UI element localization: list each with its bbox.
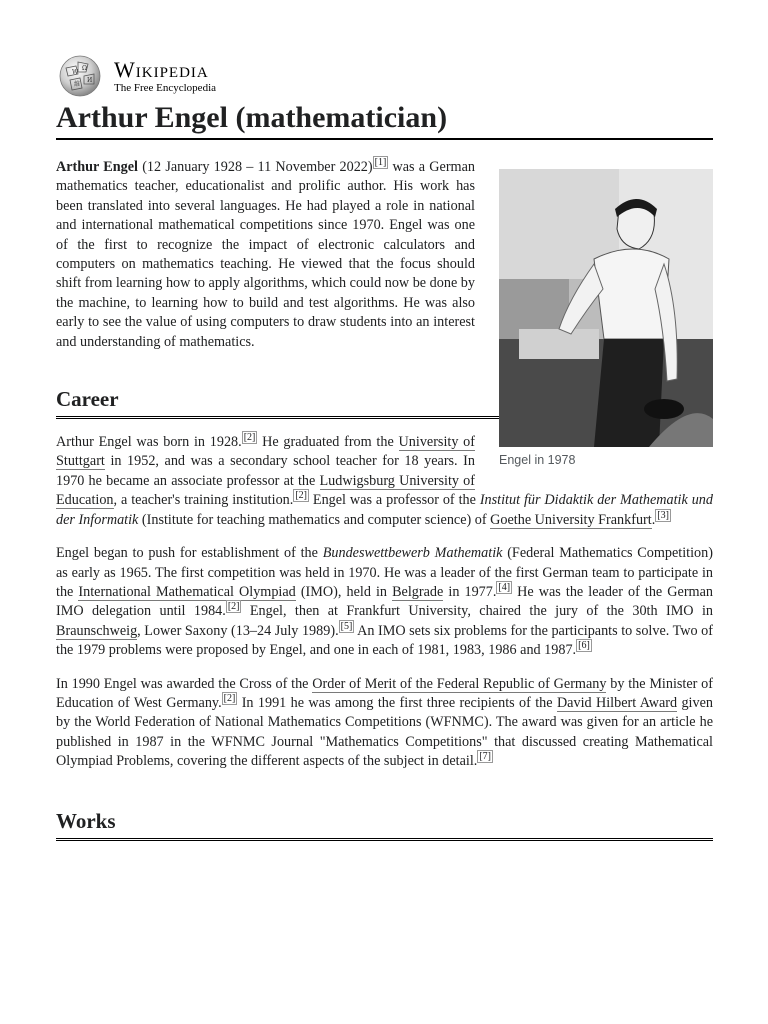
link-david-hilbert-award[interactable]: David Hilbert Award	[556, 694, 678, 711]
article-page	[56, 52, 713, 855]
reference-1[interactable]	[373, 156, 389, 169]
text-run: Engel began to push for establishment of the	[56, 545, 323, 562]
reference-label: [6]	[578, 640, 590, 652]
link-order-of-merit[interactable]: Order of Merit of the Federal Republic of Germany	[312, 675, 607, 692]
text-run: In 1991 he was among the first three recipients of the	[237, 694, 557, 711]
svg-text:И: И	[87, 77, 93, 84]
svg-text:Ω: Ω	[82, 65, 87, 72]
reference-3[interactable]	[655, 509, 671, 522]
reference-2[interactable]	[293, 489, 309, 502]
wikipedia-wordmark: Wikipedia	[114, 56, 209, 82]
text-run: .	[651, 511, 656, 528]
text-run: in 1977.	[443, 583, 497, 600]
intro-text: was a German mathematics teacher, educationalist and prolific author. His work has been translated into several languages. He had played a role in national and international mathematical competitions since 1970. Engel was one of the first to recognize the impact of electronic calculators and computers on mathematics teaching. He viewed that the focus should shift from learning how to apply algorithms, which could now be done by the machine, to learning how to build and test algorithms. He was also early to see the value of using computers to draw students into an interest and understanding of mathematics.	[56, 159, 475, 350]
svg-text:W: W	[72, 69, 79, 76]
text-run: He graduated from the	[257, 434, 399, 451]
reference-5[interactable]	[339, 620, 355, 633]
text-run: He was the leader of the German IMO delegation until 1984.	[56, 583, 713, 620]
text-run: An IMO sets six problems for the participants to solve. Two of the 1979 problems were proposed by Engel, and one in each of 1981, 1983, 1986 and 1987.	[56, 622, 713, 659]
reference-4[interactable]	[496, 581, 512, 594]
reference-label: [2]	[223, 692, 236, 704]
reference-label: [7]	[479, 751, 491, 763]
wikipedia-logo-text[interactable]	[114, 56, 217, 94]
article-body	[56, 158, 713, 841]
text-run: (Federal Mathematics Competition) as early as 1965. The first competition was held in 1970. He was a leader of the first German team to participate in the	[56, 545, 713, 600]
reference-label: [2]	[243, 432, 256, 444]
page-title: Arthur Engel (mathematician)	[56, 100, 713, 140]
reference-6[interactable]	[576, 639, 592, 652]
wikipedia-globe-icon[interactable]	[56, 54, 104, 98]
link-braunschweig[interactable]: Braunschweig	[56, 622, 138, 639]
text-run: , a teacher's training institution.	[113, 492, 294, 509]
section-heading-career: Career	[56, 386, 713, 419]
competition-name: Bundeswettbewerb Mathematik	[322, 545, 503, 562]
link-goethe-university-frankfurt[interactable]: Goethe University Frankfurt	[490, 511, 652, 528]
section-heading-works: Works	[56, 808, 713, 841]
site-header	[56, 52, 713, 100]
reference-label: [5]	[340, 620, 353, 632]
institute-name: Institut für Didaktik der Mathematik und der Informatik	[56, 492, 713, 528]
career-paragraph-2	[56, 544, 713, 660]
text-run: Engel was a professor of the	[308, 492, 480, 509]
reference-label: [4]	[498, 581, 511, 593]
wikipedia-tagline: The Free Encyclopedia	[114, 81, 217, 94]
text-run: Arthur Engel was born in 1928.	[56, 434, 242, 451]
career-paragraph-3	[56, 675, 713, 772]
svg-text:維: 維	[74, 81, 81, 88]
text-run: by the Minister of Education of West Germany.	[56, 675, 713, 711]
text-run: , Lower Saxony (13–24 July 1989).	[137, 622, 339, 639]
link-university-of-stuttgart[interactable]: University of Stuttgart	[56, 434, 475, 470]
portrait-photo[interactable]	[499, 169, 713, 447]
text-run: In 1990 Engel was awarded the Cross of the	[56, 675, 313, 692]
text-run: (Institute for teaching mathematics and computer science) of	[138, 511, 491, 528]
link-ludwigsburg-university[interactable]: Ludwigsburg University of Education	[56, 472, 475, 509]
subject-name: Arthur Engel	[56, 159, 138, 175]
link-belgrade[interactable]: Belgrade	[392, 583, 444, 600]
text-run: Engel, then at Frankfurt University, chaired the jury of the 30th IMO in	[241, 603, 713, 620]
reference-2[interactable]	[226, 600, 242, 613]
text-run: in 1952, and was a secondary school teacher for 18 years. In 1970 he became an associate professor at the	[56, 453, 475, 489]
infobox	[499, 169, 713, 470]
text-run: (IMO), held in	[295, 583, 393, 600]
text-run: given by the World Federation of National Mathematics Competitions (WFNMC). The award was given for an article he published in 1987 in the WFNMC Journal "Mathematics Competitions" that discussed creating Mathematical Olympiad Problems, covering the different aspects of the subject in detail.	[56, 694, 713, 770]
infobox-caption: Engel in 1978	[499, 453, 576, 467]
reference-2[interactable]	[242, 431, 258, 444]
reference-label: [2]	[295, 490, 307, 502]
intro-dates: (12 January 1928 – 11 November 2022)	[138, 159, 373, 175]
reference-2[interactable]	[222, 692, 238, 705]
reference-7[interactable]	[477, 750, 493, 763]
reference-1-label: [1]	[374, 157, 387, 168]
link-international-mathematical-olympiad[interactable]: International Mathematical Olympiad	[78, 583, 296, 600]
reference-label: [2]	[227, 601, 240, 613]
reference-label: [3]	[657, 509, 669, 521]
